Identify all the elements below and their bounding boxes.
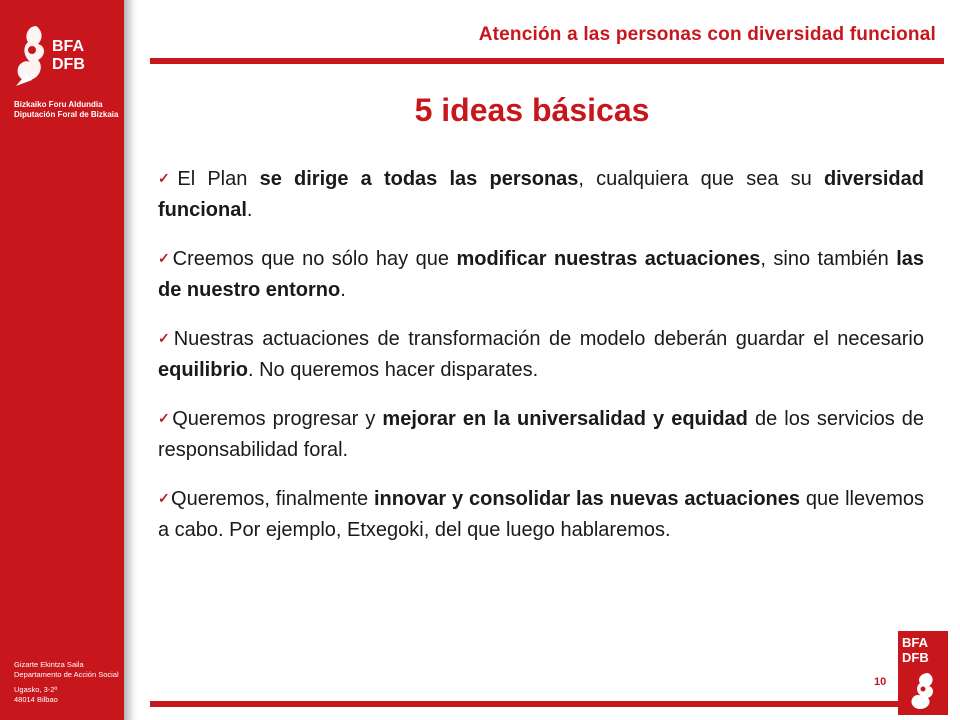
bullet-text: . — [246, 199, 253, 221]
bullet-bold-text: innovar y consolidar las nuevas actuaciones — [373, 488, 801, 510]
bullet-item — [158, 244, 924, 305]
logo-abbr-line-2: DFB — [52, 56, 85, 73]
bullet-item — [158, 484, 924, 545]
bullet-bold-text: mejorar en la universalidad y equidad — [382, 408, 748, 430]
corner-abbr-line-1: BFA — [902, 635, 928, 650]
org-name-basque: Bizkaiko Foru Aldundia — [14, 100, 103, 109]
footer-divider — [150, 701, 898, 707]
bullet-item — [158, 404, 924, 465]
checkmark-icon: ✓ — [158, 170, 177, 186]
logo-abbreviation — [52, 38, 85, 74]
bullet-text: que llevemos a cabo. Por ejemplo, Etxegoki, del que luego hablaremos. — [158, 488, 924, 541]
bullet-list — [158, 164, 924, 564]
bullet-text: . — [340, 279, 346, 301]
bullet-bold-text: las de nuestro entorno — [158, 248, 924, 301]
dept-line-basque: Gizarte Ekintza Saila — [14, 660, 84, 669]
bullet-text: El Plan — [177, 168, 260, 190]
org-name-spanish: Diputación Foral de Bizkaia — [14, 110, 119, 119]
checkmark-icon: ✓ — [158, 330, 173, 346]
slide-title: 5 ideas básicas — [414, 92, 650, 128]
bullet-text: de los servicios de responsabilidad foral. — [158, 408, 925, 461]
corner-logo-abbreviation — [902, 635, 929, 665]
checkmark-icon: ✓ — [158, 410, 172, 426]
department-info — [14, 660, 119, 704]
bullet-text: Queremos, finalmente — [171, 488, 374, 510]
corner-logo — [898, 631, 948, 715]
bullet-bold-text: modificar nuestras actuaciones — [456, 248, 761, 270]
bullet-item — [158, 324, 924, 385]
checkmark-icon: ✓ — [158, 490, 171, 506]
checkmark-icon: ✓ — [158, 250, 172, 266]
bullet-text: Nuestras actuaciones de transformación de modelo deberán guardar el necesario — [173, 328, 924, 350]
bullet-text: Queremos progresar y — [172, 408, 383, 430]
bullet-text: , cualquiera que sea su — [578, 168, 824, 190]
logo-abbr-line-1: BFA — [52, 38, 84, 55]
header-title: Atención a las personas con diversidad funcional — [478, 24, 936, 45]
corner-abbr-line-2: DFB — [902, 650, 929, 665]
page-number: 10 — [874, 676, 887, 688]
bullet-text: Creemos que no sólo hay que — [172, 248, 457, 270]
bullet-text: , sino también — [760, 248, 897, 270]
bfa-dfb-emblem-icon — [906, 671, 940, 711]
bullet-text: . No queremos hacer disparates. — [248, 359, 539, 381]
bfa-dfb-emblem-icon — [12, 20, 48, 90]
header-divider — [150, 58, 944, 64]
bullet-bold-text: se dirige a todas las personas — [259, 168, 579, 190]
address-line-1: Ugasko, 3-2ª — [14, 685, 58, 694]
bullet-bold-text: diversidad funcional — [158, 168, 924, 221]
bullet-item — [158, 164, 924, 225]
dept-line-spanish: Departamento de Acción Social — [14, 669, 119, 679]
address-line-2: 48014 Bilbao — [14, 694, 58, 704]
bullet-bold-text: equilibrio — [158, 359, 248, 381]
